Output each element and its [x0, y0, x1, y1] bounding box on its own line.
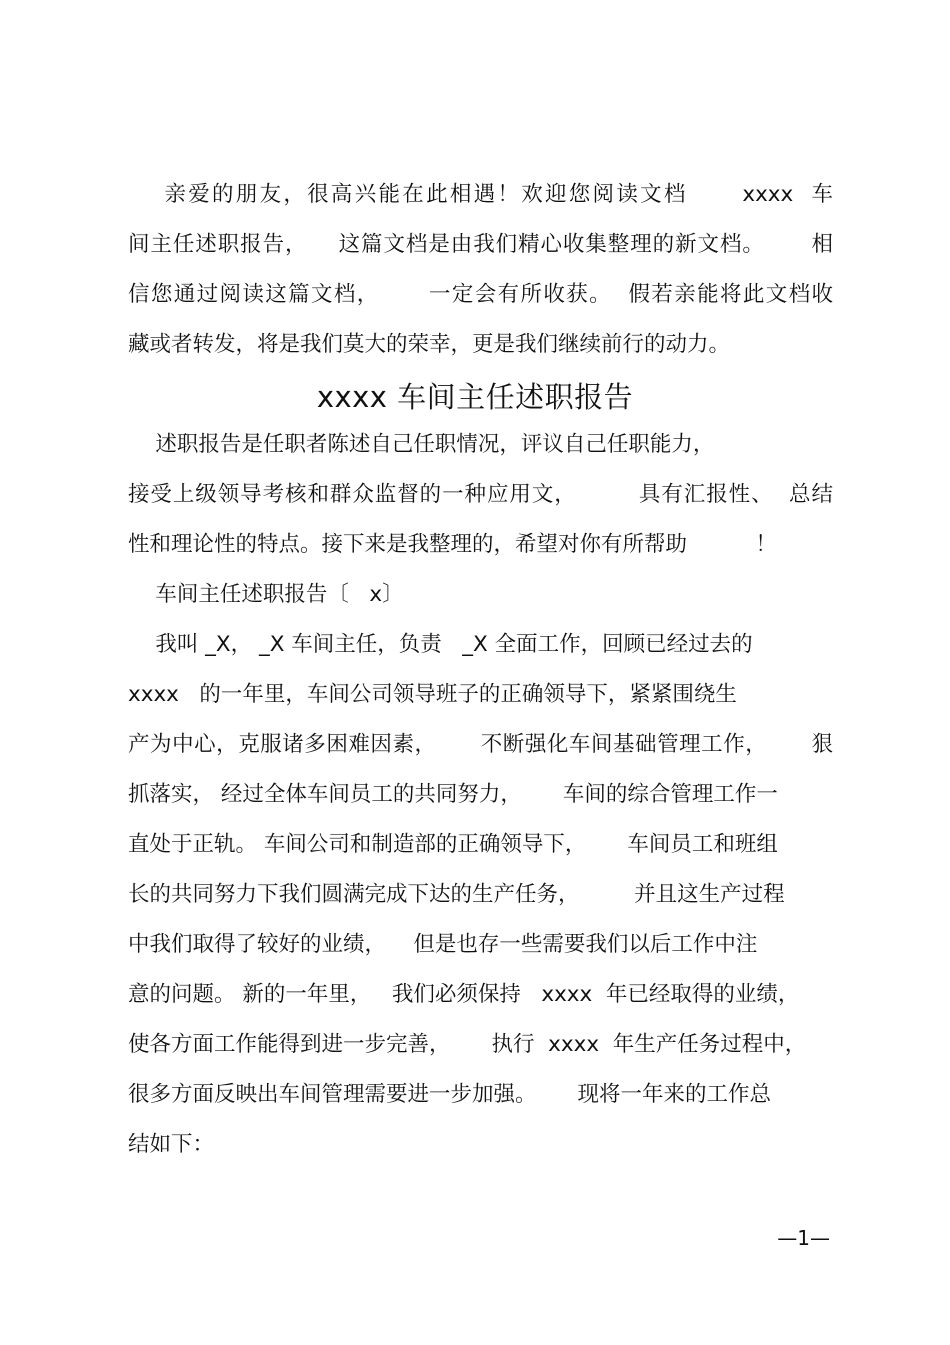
body-line-10: 长的共同努力下我们圆满完成下达的生产任务， 并且这生产过程 [128, 882, 785, 907]
body-line-7: 产为中心，克服诸多困难因素， 不断强化车间基础管理工作， 狠 [128, 732, 833, 757]
body-line-8: 抓落实， 经过全体车间员工的共同努力， 车间的综合管理工作一 [128, 782, 778, 807]
page-number: —1— [777, 1226, 830, 1250]
section-heading: 车间主任述职报告〔 x〕 [128, 582, 404, 607]
body-line-15: 结如下： [128, 1132, 215, 1157]
intro-line-2: 间主任述职报告， 这篇文档是由我们精心收集整理的新文档。 相 [128, 232, 833, 257]
body-line-13: 使各方面工作能得到进一步完善， 执行 xxxx 年生产任务过程中， [128, 1032, 807, 1057]
intro-line-3: 信您通过阅读这篇文档， 一定会有所收获。 假若亲能将此文档收 [128, 282, 833, 307]
body-line-3: 性和理论性的特点。接下来是我整理的，希望对你有所帮助 ！ [128, 532, 777, 557]
body-line-9: 直处于正轨。 车间公司和制造部的正确领导下， 车间员工和班组 [128, 832, 778, 857]
body-line-6: xxxx 的一年里，车间公司领导班子的正确领导下，紧紧围绕生 [128, 682, 737, 707]
document-title: xxxx 车间主任述职报告 [316, 380, 634, 414]
body-line-14: 很多方面反映出车间管理需要进一步加强。 现将一年来的工作总 [128, 1082, 772, 1107]
body-line-12: 意的问题。 新的一年里， 我们必须保持 xxxx 年已经取得的业绩， [128, 982, 800, 1007]
intro-line-1: 亲爱的朋友，很高兴能在此相遇！欢迎您阅读文档 xxxx 车 [128, 182, 833, 207]
body-line-1: 述职报告是任职者陈述自己任职情况，评议自己任职能力， [128, 432, 715, 457]
body-line-5: 我叫 _X， _X 车间主任，负责 _X 全面工作，回顾已经过去的 [128, 632, 753, 657]
intro-line-4: 藏或者转发，将是我们莫大的荣幸，更是我们继续前行的动力。 [128, 332, 731, 357]
body-line-2: 接受上级领导考核和群众监督的一种应用文， 具有汇报性、 总结 [128, 482, 833, 507]
body-line-11: 中我们取得了较好的业绩， 但是也存一些需要我们以后工作中注 [128, 932, 758, 957]
